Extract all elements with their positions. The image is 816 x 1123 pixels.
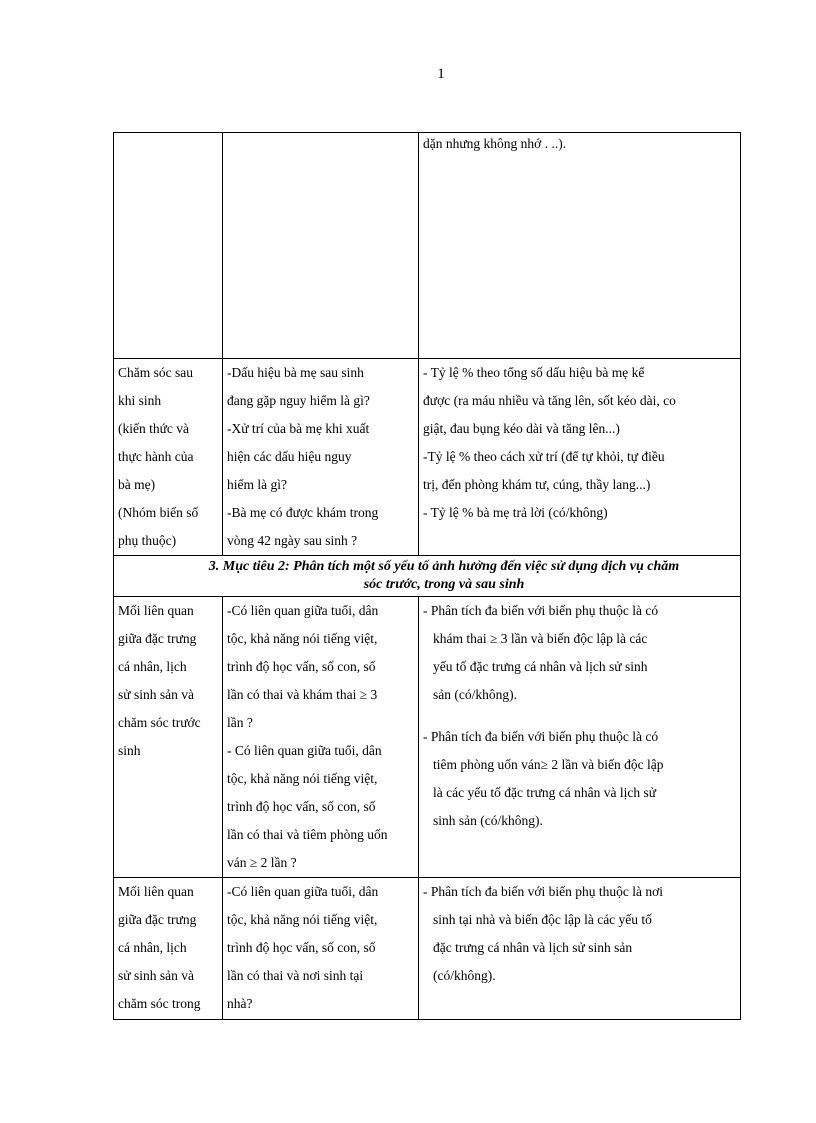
cell-text: sử sinh sản và [118,687,194,702]
cell-text: sản (có/không). [433,687,517,702]
table-cell [114,597,223,878]
cell-text: tiêm phòng uốn ván≥ 2 lần và biến độc lập [433,757,664,772]
cell-text: chăm sóc trong [118,996,201,1011]
objectives-table [113,132,741,1020]
cell-text: khám thai ≥ 3 lần và biến độc lập là các [433,631,648,646]
cell-text: trình độ học vấn, số con, số [227,940,376,955]
cell-text: (Nhóm biến số [118,505,199,520]
cell-text: tộc, khả năng nói tiếng việt, [227,631,378,646]
cell-text: tộc, khả năng nói tiếng việt, [227,771,378,786]
cell-text: Mối liên quan [118,603,194,618]
cell-text: cá nhân, lịch [118,659,187,674]
cell-text: tộc, khả năng nói tiếng việt, [227,912,378,927]
cell-text: lần có thai và nơi sinh tại [227,968,364,983]
cell-text: nhà? [227,996,253,1011]
heading-line: sóc trước, trong và sau sinh [363,577,525,592]
cell-text: phụ thuộc) [118,533,177,548]
cell-text: Mối liên quan [118,884,194,899]
cell-text: lần ? [227,715,253,730]
cell-text: - Tỷ lệ % bà mẹ trả lời (có/không) [423,505,608,520]
table-cell [419,359,741,556]
cell-text: dặn nhưng không nhớ . ..). [423,136,567,151]
cell-text: giật, đau bụng kéo dài và tăng lên...) [423,421,620,436]
table-cell [419,597,741,878]
cell-text: sử sinh sản và [118,968,194,983]
cell-text: trị, đến phòng khám tư, cúng, thầy lang...) [423,477,651,492]
table-row [114,597,741,878]
cell-text: đặc trưng cá nhân và lịch sử sinh sản [433,940,633,955]
cell-text: vòng 42 ngày sau sinh ? [227,533,358,548]
cell-text: lần có thai và khám thai ≥ 3 [227,687,378,702]
cell-text: bà mẹ) [118,477,156,492]
table-cell [419,878,741,1020]
table-cell [223,133,419,359]
cell-text: sinh tại nhà và biến độc lập là các yếu tố [433,912,652,927]
cell-text: -Có liên quan giữa tuổi, dân [227,603,379,618]
cell-text: - Phân tích đa biến với biến phụ thuộc là nơi [423,884,663,899]
cell-text: - Phân tích đa biến với biến phụ thuộc là có [423,603,659,618]
cell-text: yếu tố đặc trưng cá nhân và lịch sử sinh [433,659,648,674]
table-row [114,359,741,556]
cell-text: Chăm sóc sau [118,365,193,380]
cell-text: -Có liên quan giữa tuổi, dân [227,884,379,899]
cell-text: giữa đặc trưng [118,631,197,646]
table-row [114,878,741,1020]
cell-text: sinh sản (có/không). [433,813,543,828]
cell-text: sinh [118,743,141,758]
table-cell [114,133,223,359]
cell-text: (có/không). [433,968,496,983]
cell-text: hiểm là gì? [227,477,287,492]
page-number: 1 [437,66,445,82]
cell-text: chăm sóc trước [118,715,201,730]
cell-text: được (ra máu nhiều và tăng lên, sốt kéo dài, co [423,393,676,408]
table-row [114,556,741,597]
cell-text: khi sinh [118,393,162,408]
table-cell [223,878,419,1020]
cell-text: -Xử trí của bà mẹ khi xuất [227,421,370,436]
cell-text: ván ≥ 2 lần ? [227,855,297,870]
table-cell [114,359,223,556]
cell-text: thực hành của [118,449,194,464]
table-row [114,133,741,359]
spacer [423,709,736,723]
table-cell [419,133,741,359]
cell-text: -Tỷ lệ % theo cách xử trí (để tự khỏi, tự điều [423,449,665,464]
cell-text: - Tỷ lệ % theo tổng số dấu hiệu bà mẹ kể [423,365,645,380]
cell-text: -Bà mẹ có được khám trong [227,505,379,520]
objective-heading [114,556,741,597]
cell-text: (kiến thức và [118,421,190,436]
cell-text: cá nhân, lịch [118,940,187,955]
cell-text: đang gặp nguy hiểm là gì? [227,393,370,408]
table-cell [114,878,223,1020]
cell-text: giữa đặc trưng [118,912,197,927]
table-cell [223,359,419,556]
cell-text: - Phân tích đa biến với biến phụ thuộc là có [423,729,659,744]
cell-text: là các yếu tố đặc trưng cá nhân và lịch sử [433,785,657,800]
table-cell [223,597,419,878]
cell-text: lần có thai và tiêm phòng uốn [227,827,388,842]
cell-text: hiện các dấu hiệu nguy [227,449,352,464]
cell-text: trình độ học vấn, số con, số [227,659,376,674]
heading-line: 3. Mục tiêu 2: Phân tích một số yếu tố ảnh hưởng đến việc sử dụng dịch vụ chăm [208,559,680,574]
cell-text: - Có liên quan giữa tuổi, dân [227,743,382,758]
cell-text: -Dấu hiệu bà mẹ sau sinh [227,365,364,380]
cell-text: trình độ học vấn, số con, số [227,799,376,814]
